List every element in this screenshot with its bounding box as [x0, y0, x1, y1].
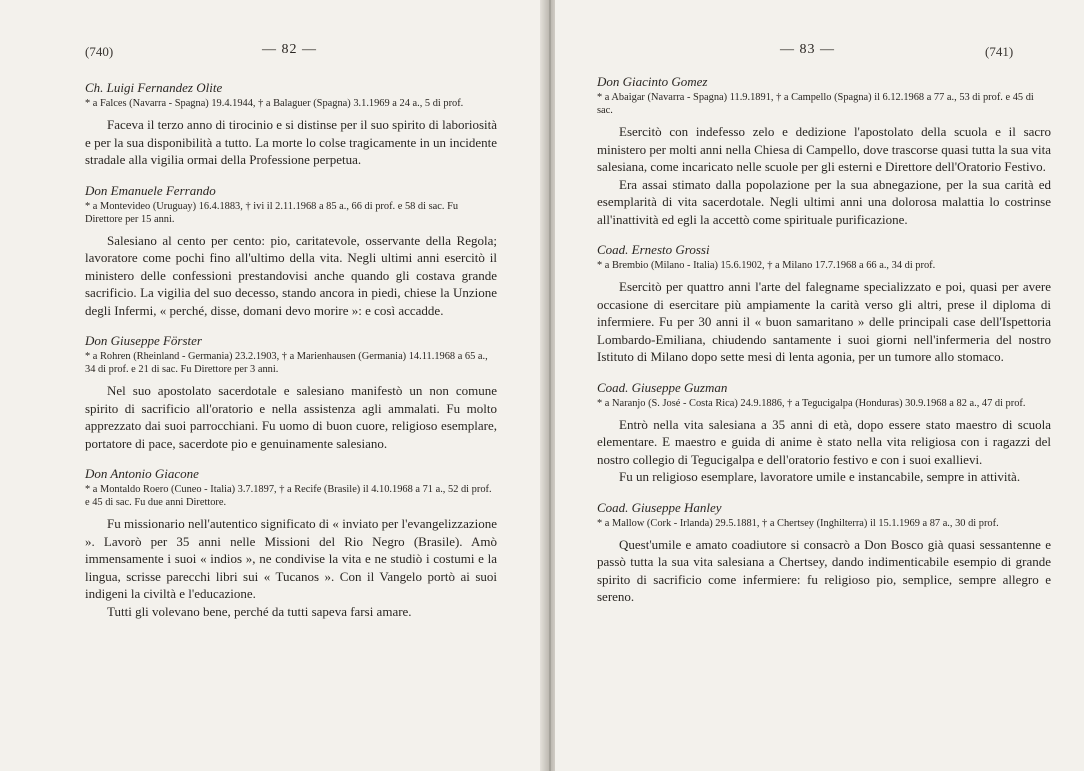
right-side-number: (741): [985, 44, 1014, 59]
entry-dates: * a Naranjo (S. José - Costa Rica) 24.9.1886, † a Tegucigalpa (Honduras) 30.9.1968 a 82 a., 47 di prof.: [597, 397, 1026, 409]
entry-paragraph: Salesiano al cento per cento: pio, caritatevole, osservante della Regola; lavoratore come pochi fino all'ultimo della vita. Negli ultimi anni esercitò il ministero delle confessioni prestandovisi anche quando gli costava grande sacrificio. La vigilia del suo decesso, stando ancora in piedi, chiese la Unzione degli Infermi, « perché, disse, domani devo morire »: e così accadde.: [85, 232, 497, 318]
obituary-entry: [597, 242, 1051, 366]
entry-paragraph: Fu un religioso esemplare, lavoratore umile e instancabile, sempre in attività.: [619, 469, 1021, 484]
obituary-entry: [597, 74, 1051, 228]
entry-dates: * a Falces (Navarra - Spagna) 19.4.1944, † a Balaguer (Spagna) 3.1.1969 a 24 a., 5 di prof.: [85, 98, 464, 109]
entry-name: Don Giacinto Gomez: [597, 74, 708, 89]
entry-name: Don Antonio Giacone: [85, 466, 199, 481]
entry-name: Don Giuseppe Förster: [85, 333, 202, 348]
left-side-number: (740): [85, 44, 114, 59]
entry-paragraph: Esercitò per quattro anni l'arte del falegname specializzato e poi, quasi per avere occasione di esercitare più ampiamente la carità verso gli altri, prese il diploma di infermiere. Fu per 30 anni il « buon samaritano » delle principali case dell'Ispettoria Lombardo-Emiliana, chiudendo santamente i suoi giorni nell'infermeria del nostro Istituto di Milano dopo sette mesi di lenta agonia, per un tumore allo stomaco.: [597, 279, 1051, 364]
entry-paragraph: Faceva il terzo anno di tirocinio e si distinse per il suo spirito di laboriosità e per la sua disponibilità a tutto. La morte lo colse tragicamente in un incidente stradale alla vigilia ormai della Professione perpetua.: [85, 117, 497, 167]
entry-dates: * a Brembio (Milano - Italia) 15.6.1902, † a Milano 17.7.1968 a 66 a., 34 di prof.: [597, 260, 936, 271]
obituary-entry: [85, 333, 497, 452]
right-page-number: — 83 —: [780, 42, 835, 57]
entry-dates: * a Abaigar (Navarra - Spagna) 11.9.1891, † a Campello (Spagna) il 6.12.1968 a 77 a., 53 di prof. e 45 di sac.: [597, 92, 1034, 116]
entry-name: Coad. Ernesto Grossi: [597, 242, 710, 257]
obituary-entry: [597, 500, 1051, 606]
entry-name: Ch. Luigi Fernandez Olite: [85, 80, 223, 95]
entry-dates: * a Mallow (Cork - Irlanda) 29.5.1881, † a Chertsey (Inghilterra) il 15.1.1969 a 87 a., 30 di prof.: [597, 517, 999, 529]
entry-paragraph: Tutti gli volevano bene, perché da tutti sapeva farsi amare.: [107, 603, 412, 619]
entry-dates: * a Montaldo Roero (Cuneo - Italia) 3.7.1897, † a Recife (Brasile) il 4.10.1968 a 71 a., 52 di prof. e 45 di sac. Fu due anni Direttore.: [85, 484, 492, 508]
entry-name: Coad. Giuseppe Guzman: [597, 379, 728, 395]
obituary-entry: [85, 183, 497, 320]
entry-dates: * a Montevideo (Uruguay) 16.4.1883, † ivi il 2.11.1968 a 85 a., 66 di prof. e 58 di sac. Fu Direttore per 15 anni.: [85, 200, 459, 225]
left-page-number: — 82 —: [262, 42, 317, 57]
obituary-entry: [597, 380, 1051, 486]
entry-paragraph: Fu missionario nell'autentico significato di « inviato per l'evangelizzazione ». Lavorò per 35 anni nelle Missioni del Rio Negro (Brasile). Amò immensamente i suoi « indios », ne condivise la vita e ne studiò i costumi e la lingua, scrisse parecchi libri sui « Tucanos ». Con il Vangelo portò ai suoi indigeni la civiltà e l'educazione.: [85, 516, 497, 601]
right-page: [555, 0, 1084, 771]
entry-name: Coad. Giuseppe Hanley: [597, 499, 722, 515]
entry-paragraph: Esercitò con indefesso zelo e dedizione l'apostolato della scuola e il sacro ministero per molti anni nella Chiesa di Campello, dove trascorse quasi tutta la sua vita salesiana, come incaricato nelle scuole per gli esterni e Direttore dell'Oratorio Festivo.: [597, 124, 1051, 174]
obituary-entry: [85, 80, 497, 169]
left-column: [85, 80, 497, 634]
entry-dates: * a Rohren (Rheinland - Germania) 23.2.1903, † a Marienhausen (Germania) 14.11.1968 a 65 a., 34 di prof. e 21 di sac. Fu Direttore per 3 anni.: [85, 351, 488, 375]
entry-paragraph: Nel suo apostolato sacerdotale e salesiano manifestò un non comune spirito di sacrificio all'oratorio e nella assistenza agli ammalati. Fu molto apprezzato dai suoi parrocchiani. Fu uomo di buon cuore, religioso esemplare, portatore di pace, sacerdote pio e genuinamente salesiano.: [85, 383, 497, 451]
entry-paragraph: Entrò nella vita salesiana a 35 anni di età, dopo essere stato maestro di scuola elementare. E maestro e guida di anime è stato nella vita religiosa con i ragazzi del nostro collegio di Tegucigalpa e dell'oratorio festivo e con i suoi exallievi.: [597, 416, 1051, 467]
right-column: [597, 74, 1051, 620]
entry-paragraph: Era assai stimato dalla popolazione per la sua abnegazione, per la sua carità ed esemplarità di vita sacerdotale. Negli ultimi anni una dolorosa malattia lo costrinse all'inattività ed egli la accettò come spirituale purificazione.: [597, 176, 1051, 227]
obituary-entry: [85, 466, 497, 620]
entry-name: Don Emanuele Ferrando: [85, 182, 216, 198]
entry-paragraph: Quest'umile e amato coadiutore si consacrò a Don Bosco già quasi sessantenne e passò tutta la sua vita salesiana a Chertsey, dando indimenticabile esempio di grande spirito di sacrificio come infermiere: fu religioso pio, semplice, sempre allegro e sereno.: [597, 536, 1051, 604]
